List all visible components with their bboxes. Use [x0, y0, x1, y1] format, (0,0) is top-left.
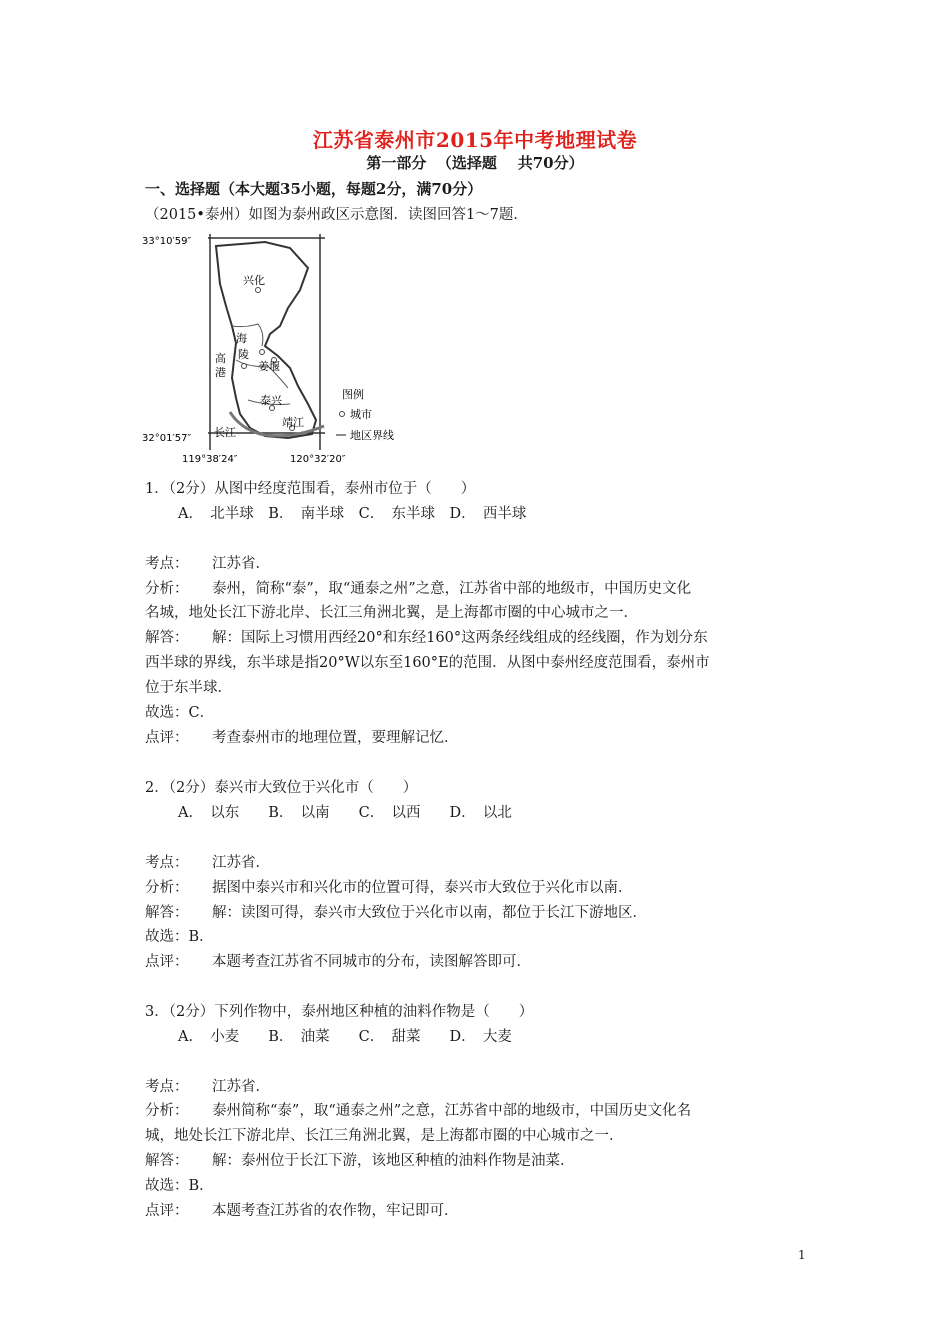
- label-fenxi: 分析：: [145, 880, 189, 896]
- city-label-taixing: 泰兴: [260, 394, 282, 407]
- q2-fenxi-text: 据图中泰兴市和兴化市的位置可得，泰兴市大致位于兴化市以南．: [212, 880, 633, 896]
- q3-fenxi-text-1: 泰州简称“泰”，取“通泰之州”之意，江苏省中部的地级市，中国历史文化名: [212, 1103, 692, 1119]
- city-dot-gaogang: [242, 364, 247, 369]
- city-label-xinghua: 兴化: [243, 274, 265, 287]
- q2-dianping-text: 本题考查江苏省不同城市的分布，读图解答即可．: [212, 954, 531, 970]
- city-label-gao: 高: [215, 352, 226, 365]
- q2-dianping: [145, 950, 531, 971]
- q1-fenxi: [145, 577, 691, 598]
- q1-fenxi-text-2: 名城，地处长江下游北岸、长江三角洲北翼，是上海都市圈的中心城市之一．: [145, 605, 638, 621]
- legend-boundary-label: 地区界线: [350, 429, 394, 442]
- q3-jieda-text: 解：泰州位于长江下游，该地区种植的油料作物是油菜．: [212, 1153, 575, 1169]
- label-fenxi: 分析：: [145, 581, 189, 597]
- city-label-jiangyan: 姜堰: [258, 360, 280, 373]
- q3-dianping: [145, 1199, 459, 1220]
- city-label-jingjiang: 靖江: [282, 416, 304, 429]
- q3-kaodian: [145, 1075, 270, 1096]
- label-dianping: 点评：: [145, 954, 189, 970]
- city-dot-xinghua: [256, 288, 261, 293]
- q1-options: A． 北半球 B． 南半球 C． 东半球 D． 西半球: [178, 506, 527, 522]
- city-dot-hailing: [260, 350, 265, 355]
- label-jieda: 解答：: [145, 1153, 189, 1169]
- label-jieda: 解答：: [145, 905, 189, 921]
- q3-kaodian-text: 江苏省．: [212, 1079, 270, 1095]
- section-heading: 一、选择题（本大题35小题，每题2分，满70分）: [145, 180, 483, 198]
- lon-left-label: 119°38′24″: [182, 454, 238, 465]
- lat-top-label: 33°10′59″: [142, 236, 192, 247]
- legend-city-label: 城市: [350, 408, 372, 421]
- q1-jieda: [145, 626, 708, 647]
- q3-dianping-text: 本题考查江苏省的农作物，牢记即可．: [212, 1203, 459, 1219]
- taizhou-map-figure: [140, 228, 410, 468]
- page-subtitle: 第一部分 （选择题 共70分）: [366, 154, 584, 172]
- q1-jieda-text-1: 解：国际上习惯用西经20°和东经160°这两条经线组成的经线圈，作为划分东: [212, 630, 708, 646]
- q2-kaodian: [145, 851, 270, 872]
- lon-right-label: 120°32′20″: [290, 454, 346, 465]
- q3-fenxi-text-2: 城，地处长江下游北岸、长江三角洲北翼，是上海都市圈的中心城市之一．: [145, 1128, 624, 1144]
- q1-stem: 1．（2分）从图中经度范围看，泰州市位于（ ）: [145, 481, 476, 497]
- page-title: 江苏省泰州市2015年中考地理试卷: [312, 128, 638, 152]
- q1-jieda-text-2: 西半球的界线，东半球是指20°W以东至160°E的范围．从图中泰州经度范围看，泰州市: [145, 655, 710, 671]
- label-jieda: 解答：: [145, 630, 189, 646]
- q1-kaodian-text: 江苏省．: [212, 556, 270, 572]
- city-label-gang: 港: [215, 366, 226, 379]
- label-dianping: 点评：: [145, 1203, 189, 1219]
- q2-jieda-text: 解：读图可得，泰兴市大致位于兴化市以南，都位于长江下游地区．: [212, 905, 647, 921]
- lat-bottom-label: 32°01′57″: [142, 433, 192, 444]
- page-number: 1: [798, 1248, 806, 1262]
- q2-options: A． 以东 B． 以南 C． 以西 D． 以北: [178, 805, 512, 821]
- q1-jieda-text-3: 位于东半球．: [145, 680, 232, 696]
- yangtze-river: [230, 412, 324, 436]
- label-fenxi: 分析：: [145, 1103, 189, 1119]
- legend-city-symbol: [340, 412, 345, 417]
- q3-jieda: [145, 1149, 575, 1170]
- intro-text: （2015•泰州）如图为泰州政区示意图．读图回答1～7题．: [145, 207, 528, 223]
- q1-dianping-text: 考查泰州市的地理位置，要理解记忆．: [212, 730, 459, 746]
- q3-fenxi: [145, 1099, 691, 1120]
- label-kaodian: 考点：: [145, 556, 189, 572]
- q2-stem: 2．（2分）泰兴市大致位于兴化市（ ）: [145, 780, 418, 796]
- legend-title: 图例: [342, 388, 364, 401]
- q2-jieda: [145, 901, 647, 922]
- q3-guxuan: 故选：B．: [145, 1178, 214, 1194]
- label-kaodian: 考点：: [145, 855, 189, 871]
- q2-kaodian-text: 江苏省．: [212, 855, 270, 871]
- city-label-ling: 陵: [238, 348, 249, 361]
- q1-kaodian: [145, 552, 270, 573]
- q1-dianping: [145, 726, 459, 747]
- q1-guxuan: 故选：C．: [145, 705, 215, 721]
- label-kaodian: 考点：: [145, 1079, 189, 1095]
- label-dianping: 点评：: [145, 730, 189, 746]
- q3-stem: 3．（2分）下列作物中，泰州地区种植的油料作物是（ ）: [145, 1004, 534, 1020]
- q2-fenxi: [145, 876, 633, 897]
- city-label-hai: 海: [236, 332, 247, 345]
- q2-guxuan: 故选：B．: [145, 929, 214, 945]
- q3-options: A． 小麦 B． 油菜 C． 甜菜 D． 大麦: [178, 1029, 512, 1045]
- q1-fenxi-text-1: 泰州，简称“泰”，取“通泰之州”之意，江苏省中部的地级市，中国历史文化: [212, 581, 692, 597]
- river-label: 长江: [214, 426, 236, 439]
- taizhou-outline: [216, 242, 316, 438]
